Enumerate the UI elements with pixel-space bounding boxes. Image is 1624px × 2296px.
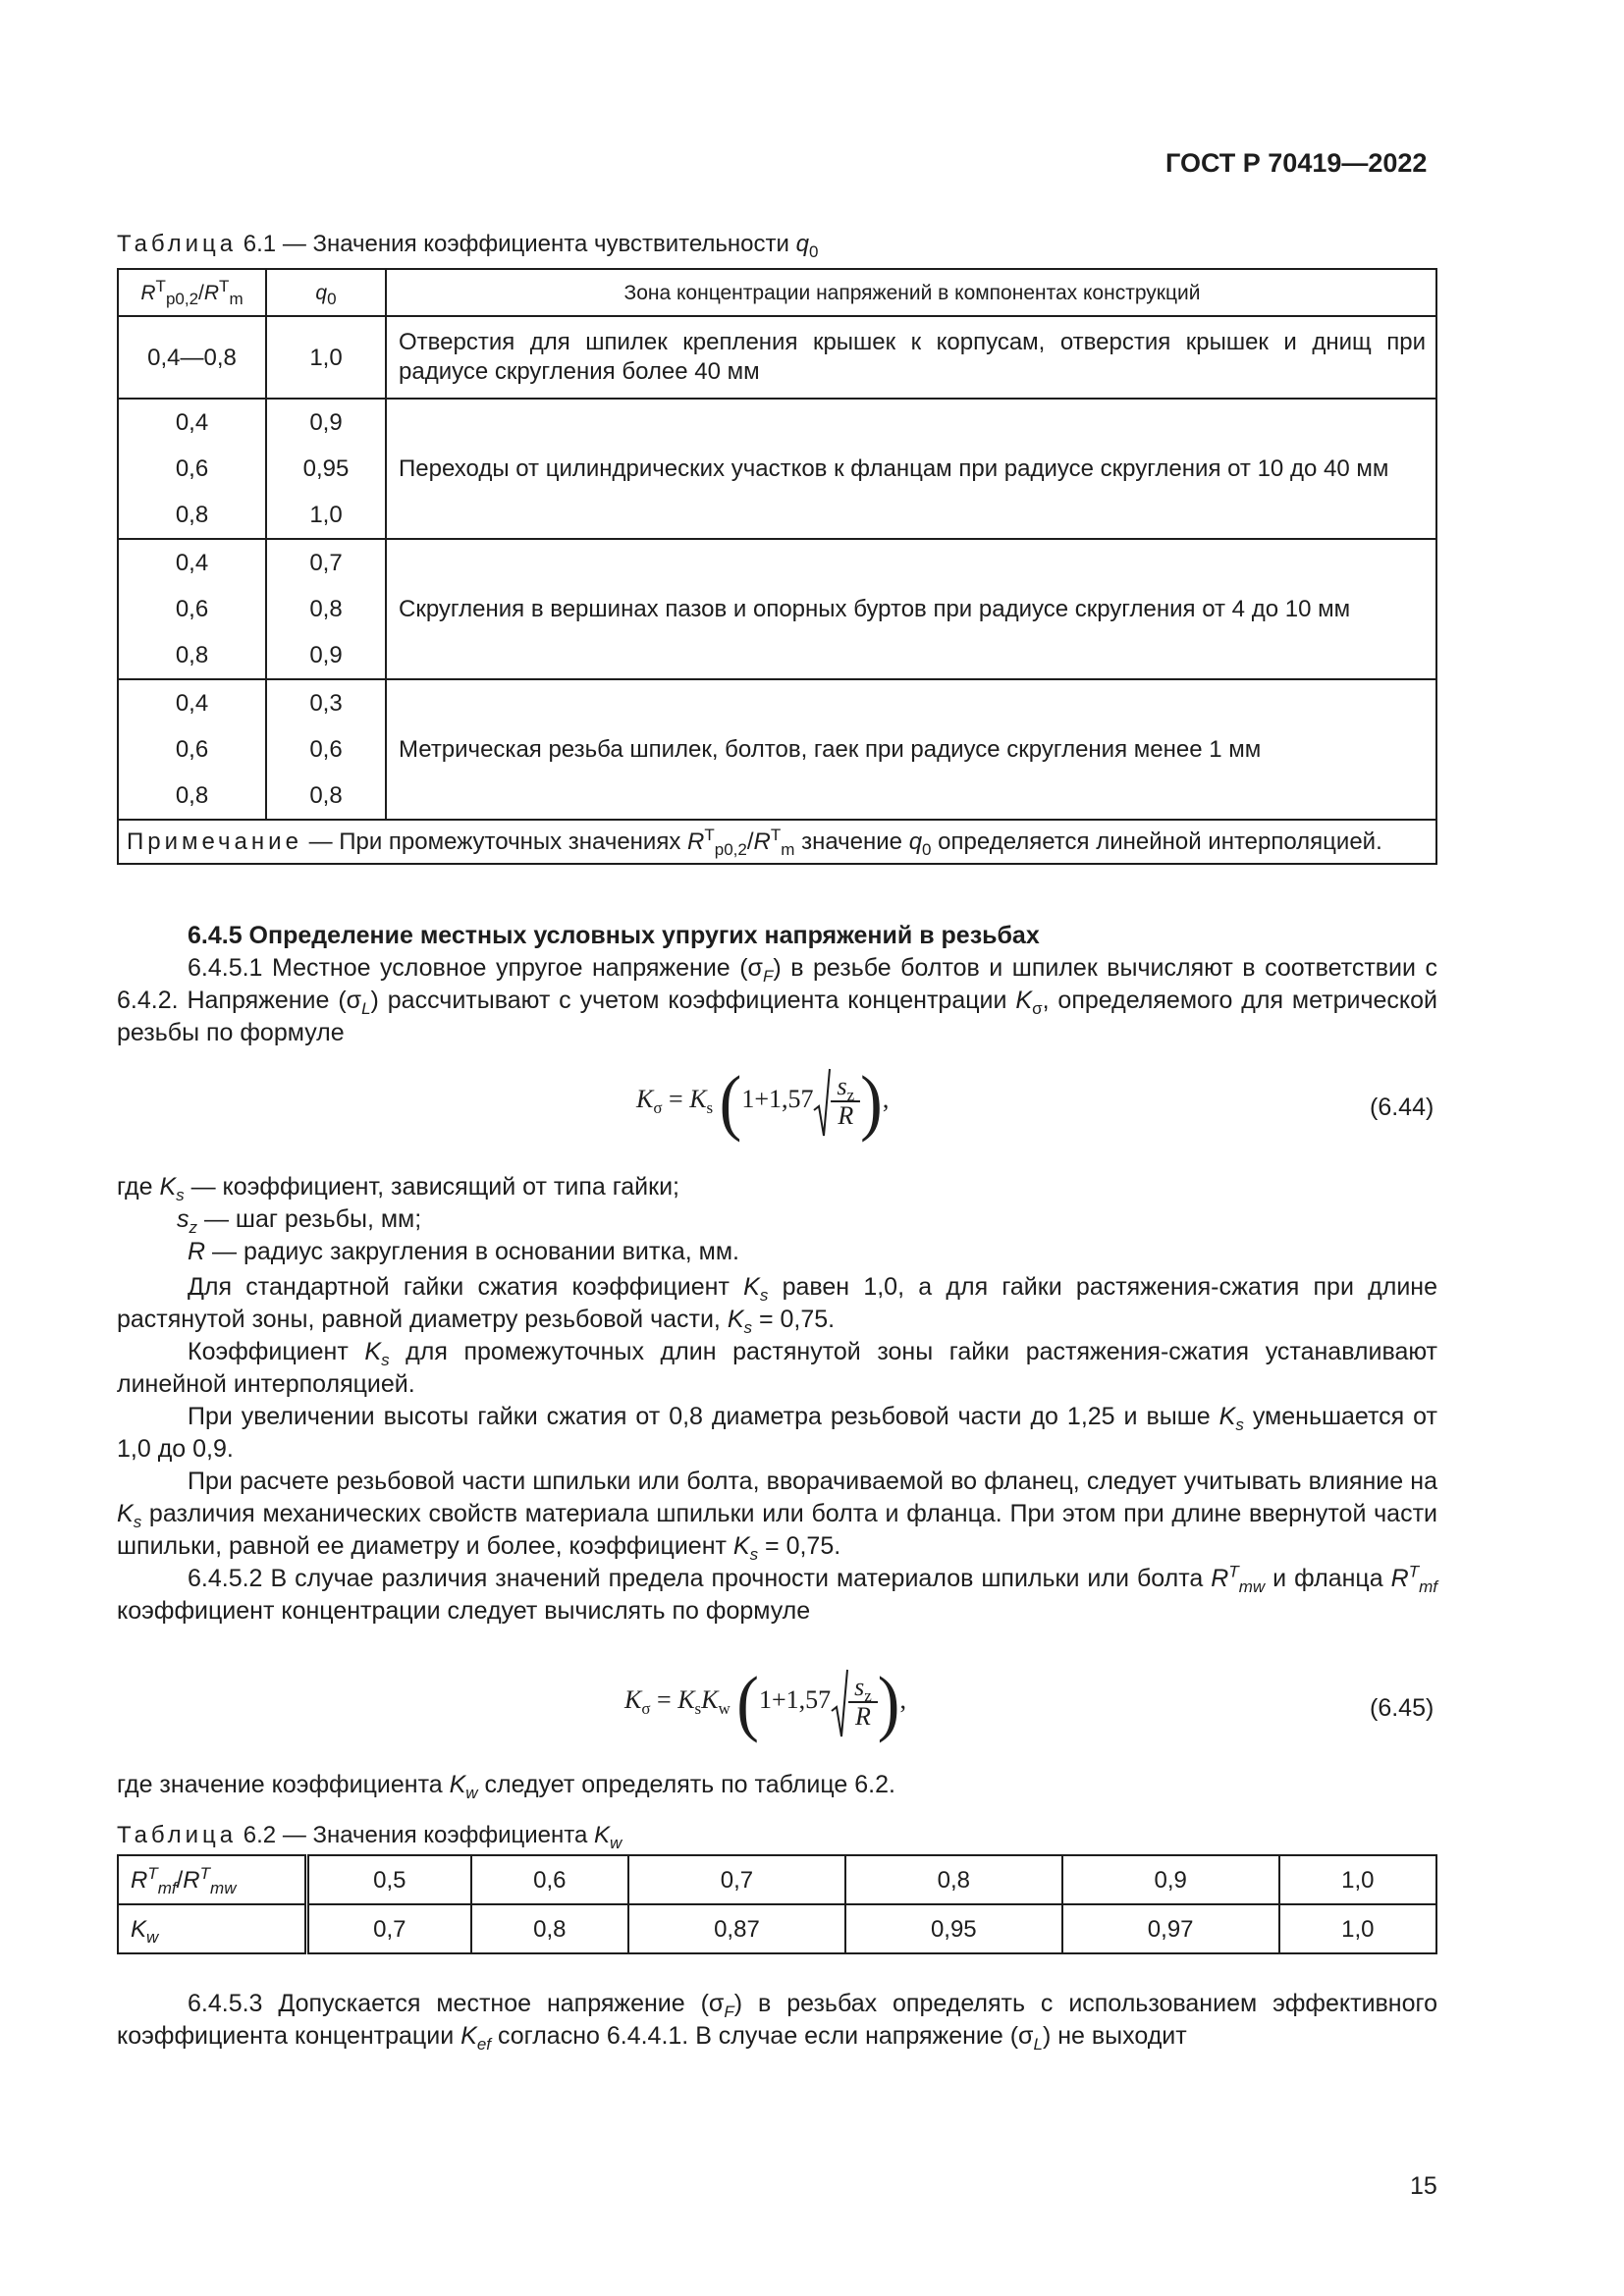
- table-6-2: [117, 1854, 1437, 1954]
- table-row: [118, 539, 1436, 679]
- table1-caption-var-sub: 0: [808, 241, 819, 261]
- table-cell-zone: Отверстия для шпилек крепления крышек к корпусам, отверстия крышек и днищ при радиусе скругления более 40 мм: [386, 316, 1436, 399]
- where-item-sz: $s_z$ — шаг резьбы, мм;: [177, 1205, 422, 1237]
- table-cell: 0,97: [1062, 1904, 1279, 1953]
- table-cell-zone: Метрическая резьба шпилек, болтов, гаек при радиусе скругления менее 1 мм: [386, 679, 1436, 820]
- table1-col3-header: Зона концентрации напряжений в компонентах конструкций: [386, 269, 1436, 316]
- paragraph-nut-height: При увеличении высоты гайки сжатия от 0,8 диаметра резьбовой части до 1,25 и выше $K_s$ уменьшается от 1,0 до 0,9.: [117, 1403, 1437, 1463]
- section-title: 6.4.5 Определение местных условных упругих напряжений в резьбах: [188, 922, 1040, 949]
- table-cell: 0,7: [628, 1855, 845, 1904]
- table2-row1-header: $R^T_{mf}/R^T_{mw}$: [118, 1855, 307, 1904]
- table-cell-q0: 1,0: [266, 316, 386, 399]
- where-item-ks: где $K_s$ — коэффициент, зависящий от типа гайки;: [117, 1173, 679, 1204]
- table1-header-row: [118, 269, 1436, 316]
- table-cell: 0,5: [307, 1855, 471, 1904]
- table1-col1-header: $R^T_{p0,2}/R^T_m$: [118, 269, 266, 316]
- table1-col2-header: $q_0$: [266, 269, 386, 316]
- table-cell: 0,95: [845, 1904, 1062, 1953]
- paragraph-6-4-5-3: 6.4.5.3 Допускается местное напряжение $(\sigma_F)$ в резьбах определять с использованием эффективного коэффициента концентрации $K_{ef}$ согласно 6.4.4.1. В случае если напряжение $(\sigma_L)$ не выходит: [117, 1990, 1437, 2054]
- table-cell: 0,6: [471, 1855, 628, 1904]
- table-6-1: [117, 268, 1437, 865]
- equation-number-6-44: (6.44): [1370, 1094, 1435, 1121]
- table-cell: 0,8: [471, 1904, 628, 1953]
- equation-number-6-45: (6.45): [1370, 1694, 1435, 1722]
- table1-note: Примечание — При промежуточных значениях $R^T_{p0,2}/R^T_m$ значение $q_0$ определяется линейной интерполяцией.: [118, 820, 1436, 864]
- table-cell-ratio: 0,4—0,8: [118, 316, 266, 399]
- table-cell-q0: 0,9 0,95 1,0: [266, 399, 386, 539]
- table-row: [118, 1904, 1436, 1953]
- table-cell: 0,8: [845, 1855, 1062, 1904]
- paragraph-flange: При расчете резьбовой части шпильки или болта, вворачиваемой во фланец, следует учитывать влияние на $K_s$ различия механических свойств материала шпильки или болта и фланца. При этом при длине ввернутой части шпильки, равной ее диаметру и более, коэффициент $K_s = 0,75$.: [117, 1468, 1437, 1564]
- table1-note-row: [118, 820, 1436, 864]
- formula-6-44: $K_\sigma = K_s$ (1+1,57 $\frac{s_z}{R}$ ),: [636, 1060, 890, 1143]
- table-row: [118, 399, 1436, 539]
- paragraph-kw-reference: где значение коэффициента $K_w$ следует определять по таблице 6.2.: [117, 1771, 895, 1802]
- table-cell: 0,87: [628, 1904, 845, 1953]
- table-row: [118, 1855, 1436, 1904]
- where-item-r: R — радиус закругления в основании витка, мм.: [188, 1238, 739, 1265]
- table-cell-q0: 0,3 0,6 0,8: [266, 679, 386, 820]
- table-row: [118, 679, 1436, 820]
- document-code: ГОСТ Р 70419—2022: [1165, 148, 1428, 178]
- formula-6-45: $K_\sigma = K_sK_w$ (1+1,57 $\frac{s_z}{R}$ ),: [624, 1661, 906, 1743]
- table1-caption-text: 6.1 — Значения коэффициента чувствительности: [243, 231, 789, 257]
- paragraph-6-4-5-2: 6.4.5.2 В случае различия значений предела прочности материалов шпильки или болта $R^T_{mw}$ и фланца $R^T_{mf}$ коэффициент концентрации следует вычислять по формуле: [117, 1562, 1437, 1625]
- table-cell: 1,0: [1279, 1855, 1436, 1904]
- table2-row2-header: $K_w$: [118, 1904, 307, 1953]
- paragraph-standard-nut: Для стандартной гайки сжатия коэффициент $K_s$ равен 1,0, а для гайки растяжения-сжатия при длине растянутой зоны, равной диаметру резьбовой части, $K_s = 0,75$.: [117, 1273, 1437, 1337]
- table-cell-q0: 0,7 0,8 0,9: [266, 539, 386, 679]
- table-cell-ratio: 0,4 0,6 0,8: [118, 679, 266, 820]
- table-cell-zone: Переходы от цилиндрических участков к фланцам при радиусе скругления от 10 до 40 мм: [386, 399, 1436, 539]
- table-cell-ratio: 0,4 0,6 0,8: [118, 539, 266, 679]
- table-cell-zone: Скругления в вершинах пазов и опорных буртов при радиусе скругления от 4 до 10 мм: [386, 539, 1436, 679]
- table1-caption: [117, 228, 818, 260]
- table-row: [118, 316, 1436, 399]
- table-cell: 0,7: [307, 1904, 471, 1953]
- page-number: 15: [1410, 2172, 1437, 2200]
- table1-caption-word: Таблица: [117, 231, 238, 257]
- table-cell: 0,9: [1062, 1855, 1279, 1904]
- table-cell-ratio: 0,4 0,6 0,8: [118, 399, 266, 539]
- paragraph-interpolation: Коэффициент $K_s$ для промежуточных длин растянутой зоны гайки растяжения-сжатия устанавливают линейной интерполяцией.: [117, 1338, 1438, 1398]
- table2-caption: Таблица 6.2 — Значения коэффициента $K_w$: [117, 1822, 623, 1852]
- paragraph-6-4-5-1: 6.4.5.1 Местное условное упругое напряжение $(\sigma_F)$ в резьбе болтов и шпилек вычисляют в соответствии с 6.4.2. Напряжение $(\sigma_L)$ рассчитывают с учетом коэффициента концентрации $K_\sigma$, определяемого для метрической резьбы по формуле: [117, 954, 1437, 1046]
- table1-caption-var: q: [795, 231, 809, 257]
- table-cell: 1,0: [1279, 1904, 1436, 1953]
